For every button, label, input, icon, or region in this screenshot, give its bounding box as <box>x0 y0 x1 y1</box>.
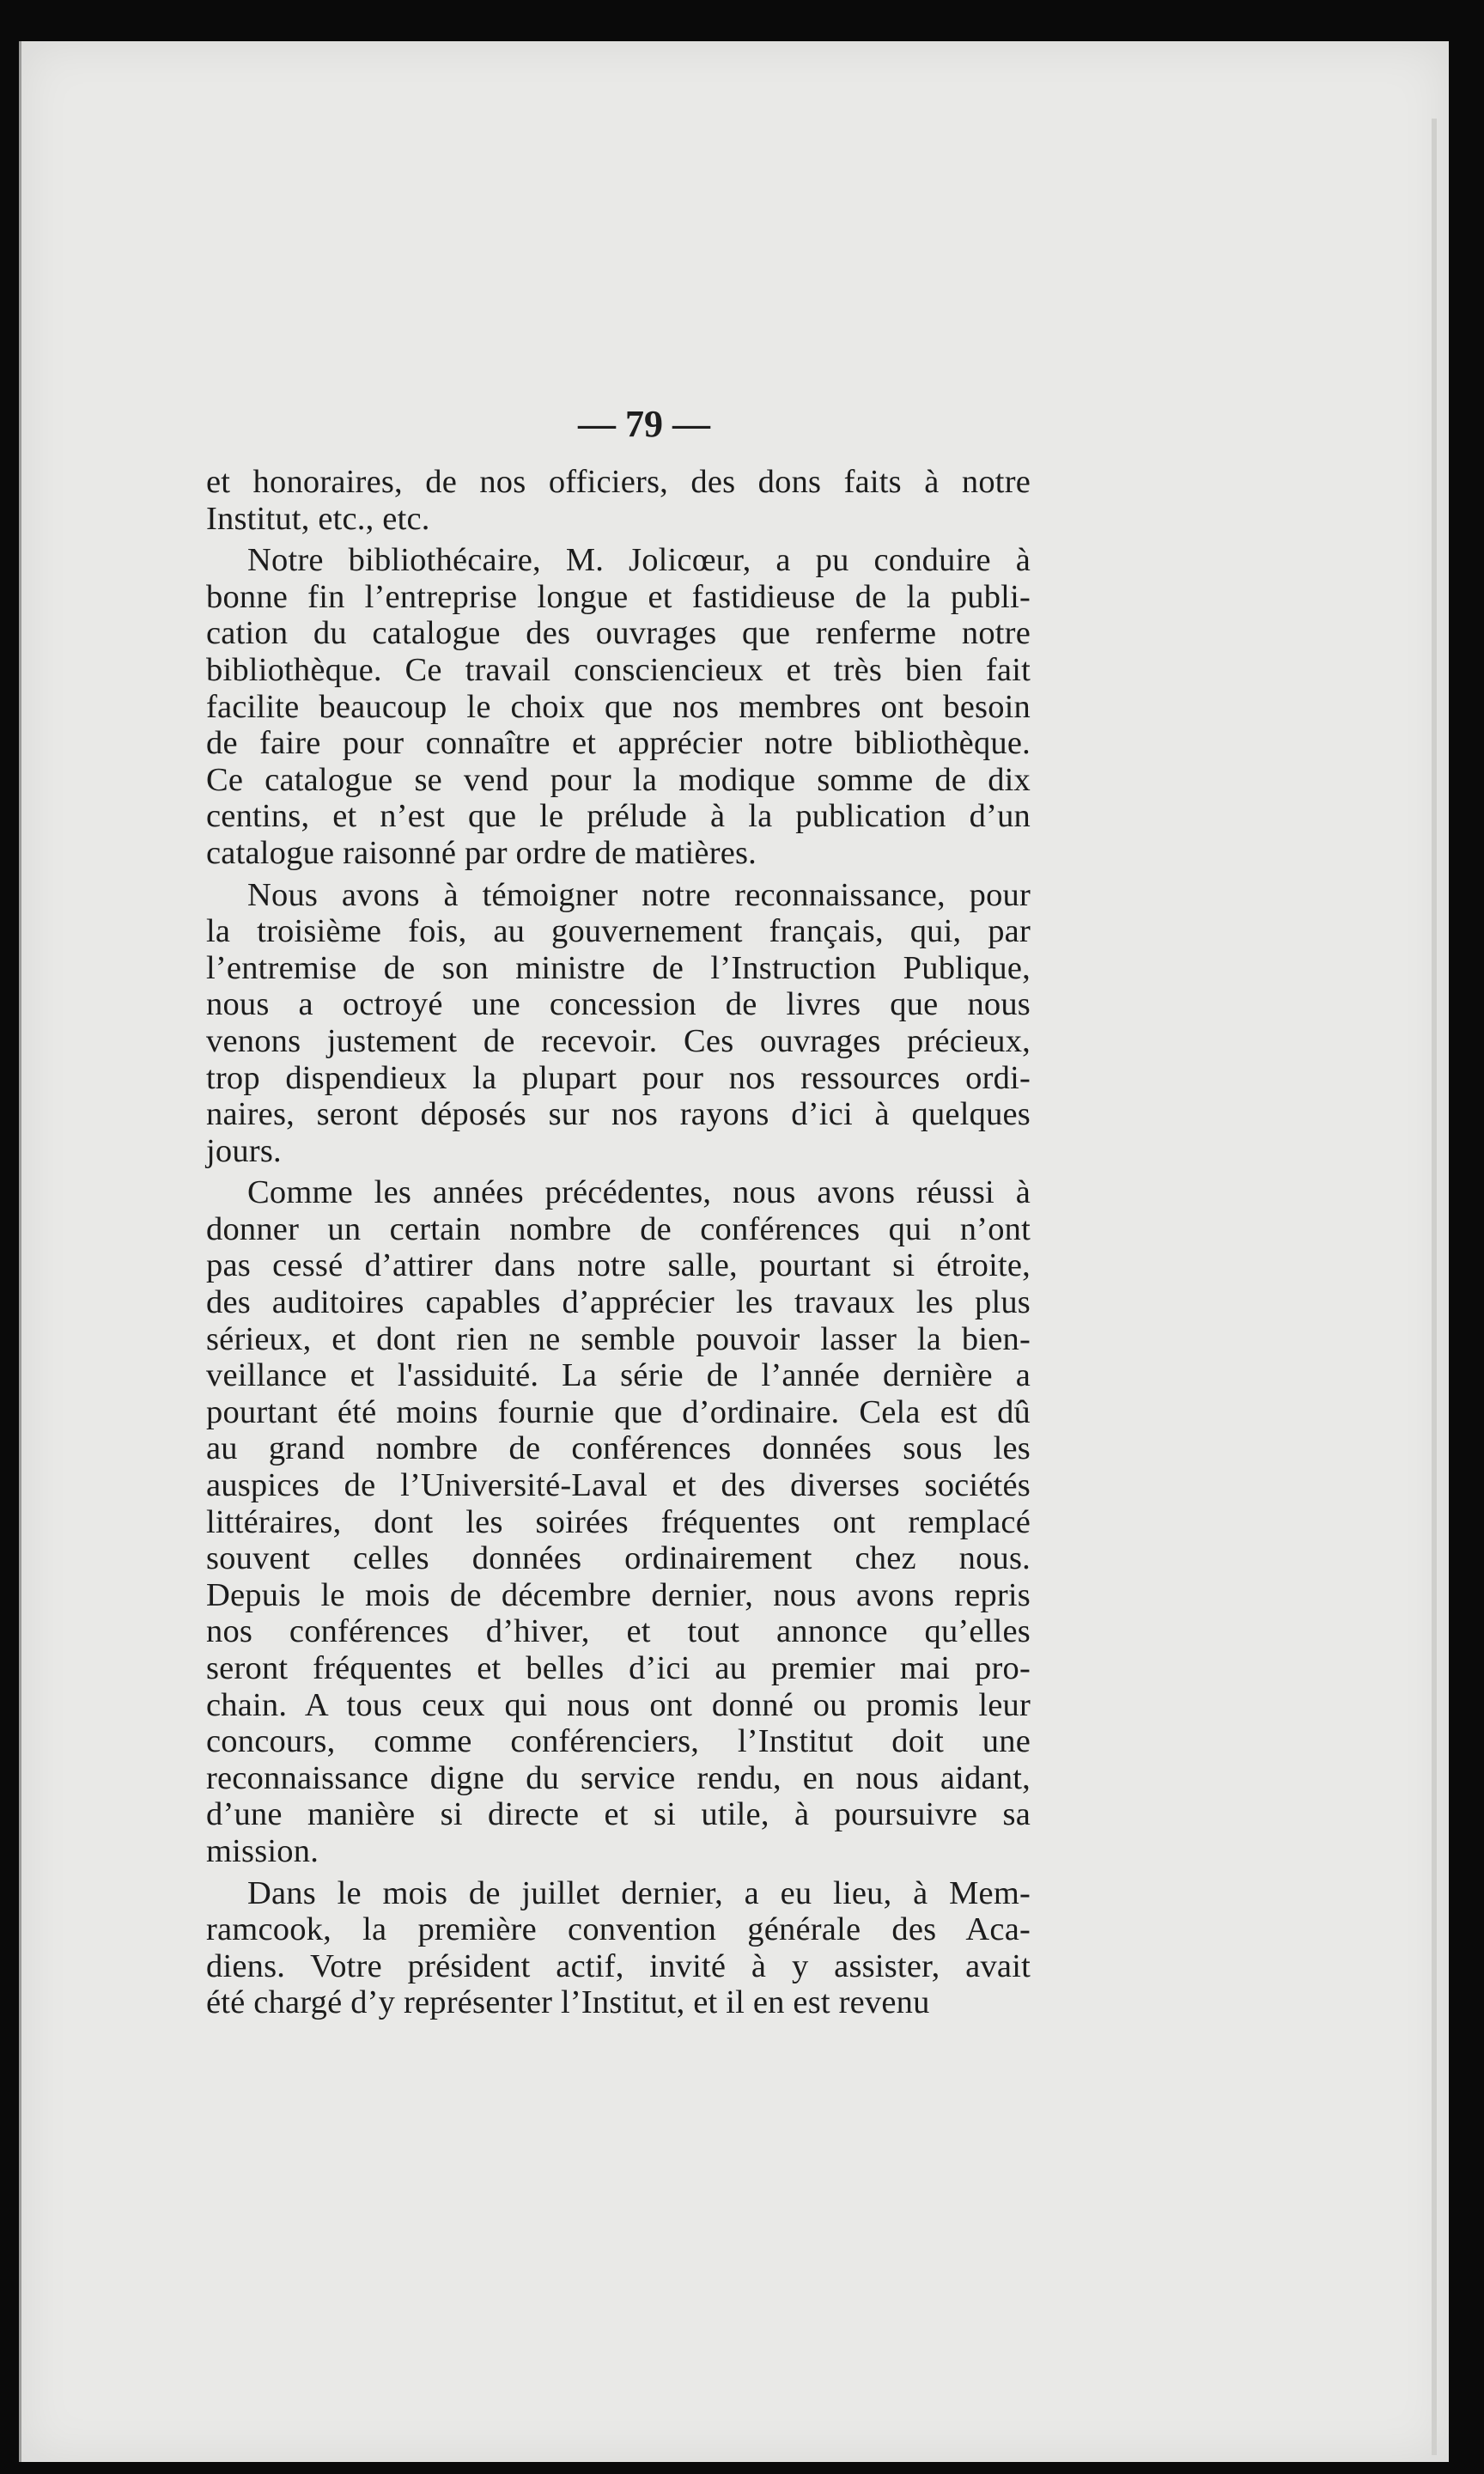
text-line: sérieux, et dont rien ne semble pouvoir lasser la bien- <box>206 1320 1031 1357</box>
body-text <box>206 464 1031 2026</box>
text-line: Institut, etc., etc. <box>206 500 430 537</box>
text-line: donner un certain nombre de conférences qui n’ont <box>206 1210 1031 1247</box>
text-line: littéraires, dont les soirées fréquentes ont remplacé <box>206 1503 1031 1540</box>
text-line: nous a octroyé une concession de livres que nous <box>206 986 1031 1023</box>
page-number: — 79 — <box>578 403 710 445</box>
text-line: mission. <box>206 1832 319 1869</box>
text-line: chain. A tous ceux qui nous ont donné ou promis leur <box>206 1686 1031 1723</box>
text-line: des auditoires capables d’apprécier les travaux les plus <box>206 1284 1031 1321</box>
text-line: naires, seront déposés sur nos rayons d’ici à quelques <box>206 1096 1031 1133</box>
text-line: nos conférences d’hiver, et tout annonce qu’elles <box>206 1613 1031 1650</box>
text-line: auspices de l’Université-Laval et des diverses sociétés <box>206 1467 1031 1504</box>
paragraph <box>206 877 1031 1170</box>
paragraph <box>206 1174 1031 1869</box>
text-line: jours. <box>206 1132 282 1169</box>
text-line: diens. Votre président actif, invité à y assister, avait <box>206 1947 1031 1984</box>
text-line: reconnaissance digne du service rendu, en nous aidant, <box>206 1759 1031 1796</box>
text-line: souvent celles données ordinairement chez nous. <box>206 1540 1031 1577</box>
text-line: venons justement de recevoir. Ces ouvrages précieux, <box>206 1022 1031 1059</box>
text-line: ramcook, la première convention générale des Aca- <box>206 1911 1031 1948</box>
text-line: Nous avons à témoigner notre reconnaissance, pour <box>247 876 1031 913</box>
text-line: et honoraires, de nos officiers, des dons faits à notre <box>206 464 1031 500</box>
text-line: l’entremise de son ministre de l’Instruction Publique, <box>206 949 1031 986</box>
text-line: centins, et n’est que le prélude à la publication d’un <box>206 798 1031 835</box>
text-line: trop dispendieux la plupart pour nos ressources ordi- <box>206 1059 1031 1096</box>
text-line: veillance et l'assiduité. La série de l’année dernière a <box>206 1357 1031 1394</box>
text-line: la troisième fois, au gouvernement français, qui, par <box>206 913 1031 950</box>
text-line: bibliothèque. Ce travail consciencieux et très bien fait <box>206 651 1031 688</box>
page-edge <box>1432 119 1437 2455</box>
text-line: au grand nombre de conférences données sous les <box>206 1430 1031 1467</box>
text-line: facilite beaucoup le choix que nos membres ont besoin <box>206 688 1031 725</box>
text-line: concours, comme conférenciers, l’Institut doit une <box>206 1723 1031 1760</box>
text-line: Comme les années précédentes, nous avons réussi à <box>247 1174 1031 1211</box>
text-line: Notre bibliothécaire, M. Jolicœur, a pu conduire à <box>247 542 1031 579</box>
text-line: pas cessé d’attirer dans notre salle, pourtant si étroite, <box>206 1247 1031 1284</box>
text-line: bonne fin l’entreprise longue et fastidieuse de la publi- <box>206 578 1031 615</box>
paragraph <box>206 1875 1031 2021</box>
paragraph <box>206 464 1031 537</box>
text-line: d’une manière si directe et si utile, à poursuivre sa <box>206 1796 1031 1833</box>
text-line: été chargé d’y représenter l’Institut, et il en est revenu <box>206 1984 930 2021</box>
text-line: Ce catalogue se vend pour la modique somme de dix <box>206 761 1031 798</box>
text-line: cation du catalogue des ouvrages que renferme notre <box>206 615 1031 652</box>
text-line: seront fréquentes et belles d’ici au premier mai pro- <box>206 1650 1031 1686</box>
text-line: Depuis le mois de décembre dernier, nous avons repris <box>206 1576 1031 1613</box>
text-line: Dans le mois de juillet dernier, a eu lieu, à Mem- <box>247 1874 1031 1911</box>
text-line: de faire pour connaître et apprécier notre bibliothèque. <box>206 725 1031 762</box>
paragraph <box>206 542 1031 871</box>
text-line: catalogue raisonné par ordre de matières. <box>206 834 757 871</box>
text-line: pourtant été moins fournie que d’ordinaire. Cela est dû <box>206 1393 1031 1430</box>
